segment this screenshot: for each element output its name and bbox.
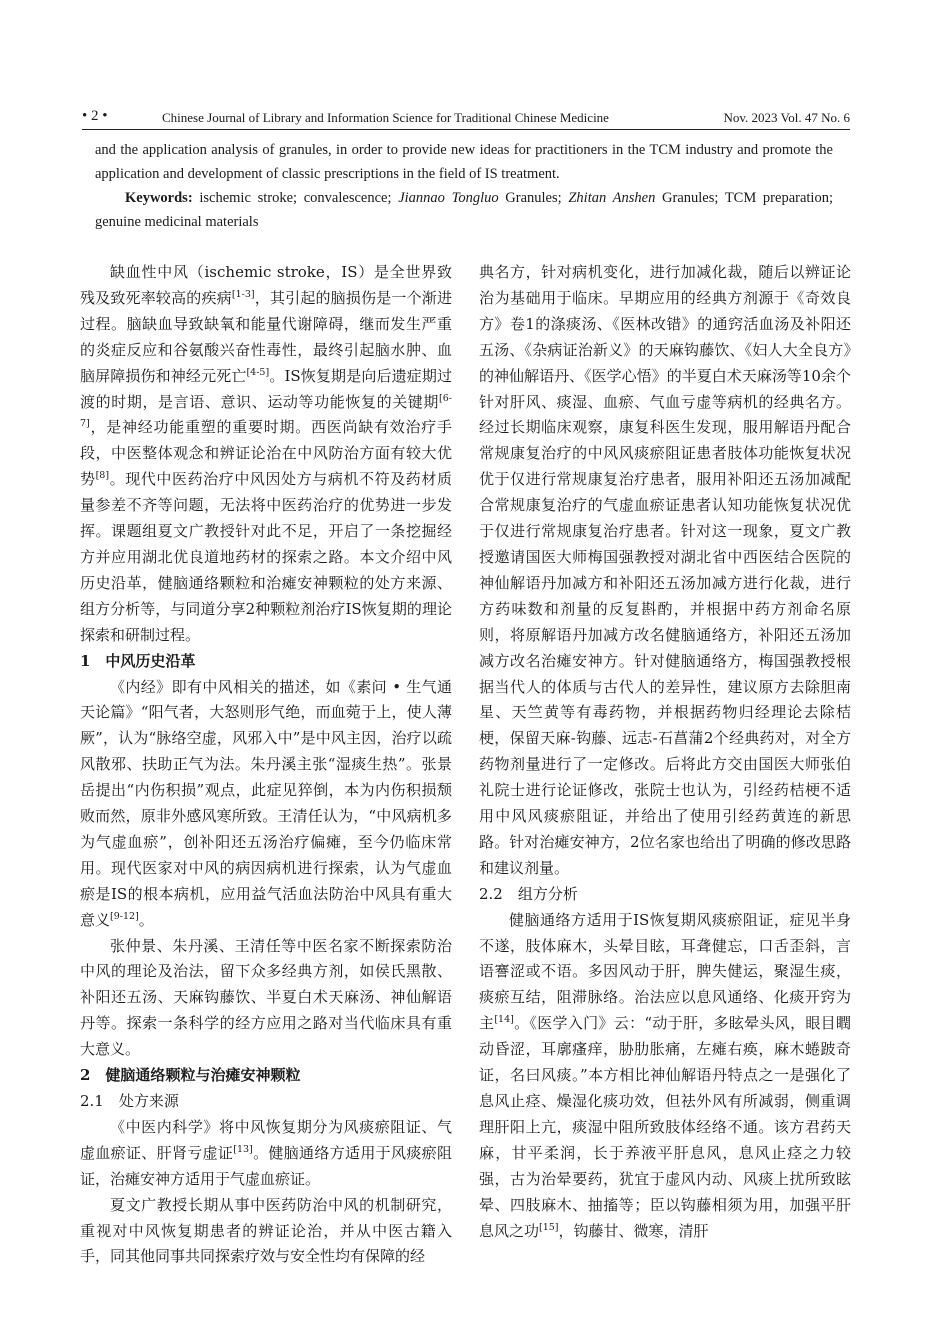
section-heading-1: 1 中风历史沿革	[80, 651, 196, 670]
keywords-label: Keywords:	[125, 190, 193, 206]
page-number: • 2 •	[82, 108, 108, 124]
section-heading-2: 2 健脑通络颗粒与治瘫安神颗粒	[80, 1066, 301, 1085]
subsection-heading-2-1: 2.1 处方来源	[80, 1092, 179, 1110]
right-column	[479, 260, 851, 1244]
left-column	[80, 260, 452, 1270]
paragraph: 《中医内科学》将中风恢复期分为风痰瘀阻证、气虚血瘀证、肝肾亏虚证[13]。健脑通络方适用于风痰瘀阻证，治瘫安神方适用于气虚血瘀证。	[80, 1117, 452, 1188]
keywords: Keywords: ischemic stroke; convalescence; Jiannao Tongluo Granules; Zhitan Anshen Granules; TCM preparation; genuine medicinal materials	[95, 190, 833, 230]
paragraph: 典名方，针对病机变化，进行加减化裁，随后以辨证论治为基础用于临床。早期应用的经典方剂源于《奇效良方》卷1的涤痰汤、《医林改错》的通窍活血汤及补阳还五汤、《杂病证治新义》的天麻钩藤饮、《妇人大全良方》的神仙解语丹、《医学心悟》的半夏白术天麻汤等10余个针对肝风、痰湿、血瘀、气血亏虚等病机的经典名方。经过长期临床观察，康复科医生发现，服用解语丹配合常规康复治疗的中风风痰瘀阻证患者肢体功能恢复状况优于仅进行常规康复治疗患者，服用补阳还五汤加减配合常规康复治疗的气虚血瘀证患者认知功能恢复状况优于仅进行常规康复治疗患者。针对这一现象，夏文广教授邀请国医大师梅国强教授对湖北省中西医结合医院的神仙解语丹加减方和补阳还五汤加减方进行化裁，进行方药味数和剂量的反复斟酌，并根据中药方剂命名原则，将原解语丹加减方改名健脑通络方，补阳还五汤加减方改名治瘫安神方。针对健脑通络方，梅国强教授根据当代人的体质与古代人的差异性，建议原方去除胆南星、天竺黄等有毒药物，并根据药物归经理论去除桔梗，保留天麻-钩藤、远志-石菖蒲2个经典药对，对全方药物剂量进行了一定修改。后将此方交由国医大师张伯礼院士进行论证修改，张院士也认为，引经药桔梗不适用中风风痰瘀阻证，并给出了使用引经药黄连的新思路。针对治瘫安神方，2位名家也给出了明确的修改思路和建议剂量。	[479, 263, 851, 877]
paragraph: 张仲景、朱丹溪、王清任等中医名家不断探索防治中风的理论及治法，留下众多经典方剂，如侯氏黑散、补阳还五汤、天麻钩藤饮、半夏白术天麻汤、神仙解语丹等。探索一条科学的经方应用之路对当代临床具有重大意义。	[80, 936, 452, 1059]
paragraph: 《内经》即有中风相关的描述，如《素问 • 生气通天论篇》“阳气者，大怒则形气绝，而血菀于上，使人薄厥”，认为“脉络空虚，风邪入中”是中风主因，治疗以疏风散邪、扶助正气为法。朱丹溪主张“湿痰生热”。张景岳提出“内伤积损”观点，此症见猝倒，本为内伤积损颓败而然，原非外感风寒所致。王清任认为，“中风病机多为气虚血瘀”，创补阳还五汤治疗偏瘫，至今仍临床常用。现代医家对中风的病因病机进行探索，认为气虚血瘀是IS的根本病机，应用益气活血法防治中风具有重大意义[9-12]。	[80, 677, 452, 929]
abstract-tail: and the application analysis of granules, in order to provide new ideas for practitioners in the TCM industry and promote the application and development of classic prescriptions in the field of IS treatment.	[95, 142, 833, 182]
intro-paragraph: 缺血性中风（ischemic stroke，IS）是全世界致残及致死率较高的疾病[1-3]，其引起的脑损伤是一个渐进过程。脑缺血导致缺氧和能量代谢障碍，继而发生严重的炎症反应和谷氨酸兴奋性毒性，最终引起脑水肿、血脑屏障损伤和神经元死亡[4-5]。IS恢复期是向后遗症期过渡的时期，是言语、意识、运动等功能恢复的关键期[6-7]，是神经功能重塑的重要时期。西医尚缺有效治疗手段，中医整体观念和辨证论治在中风防治方面有较大优势[8]。现代中医药治疗中风因处方与病机不符及药材质量参差不齐等问题，无法将中医药治疗的优势进一步发挥。课题组夏文广教授针对此不足，开启了一条挖掘经方并应用湖北优良道地药材的探索之路。本文介绍中风历史沿革，健脑通络颗粒和治瘫安神颗粒的处方来源、组方分析等，与同道分享2种颗粒剂治疗IS恢复期的理论探索和研制过程。	[80, 263, 452, 644]
running-header	[82, 105, 850, 130]
paragraph: 健脑通络方适用于IS恢复期风痰瘀阻证，症见半身不遂，肢体麻木，头晕目眩，耳聋健忘，口舌歪斜，言语謇涩或不语。多因风动于肝，脾失健运，聚湿生痰，痰瘀互结，阻滞脉络。治法应以息风通络、化痰开窍为主[14]。《医学入门》云：“动于肝，多眩晕头风，眼目瞤动昏涩，耳廓瘙痒，胁肋胀痛，左瘫右痪，麻木蜷跛奇证，名曰风痰。”本方相比神仙解语丹特点之一是强化了息风止痉、燥湿化痰功效，但祛外风有所减弱，侧重调理肝阳上亢，痰湿中阻所致肢体经络不通。该方君药天麻，甘平柔润，长于养液平肝息风，息风止痉之力较强，古为治晕要药，犹宜于虚风内动、风痰上扰所致眩晕、四肢麻木、抽搐等；臣以钩藤相须为用，加强平肝息风之功[15]，钩藤甘、微寒，清肝	[479, 910, 851, 1240]
paragraph: 夏文广教授长期从事中医药防治中风的机制研究，重视对中风恢复期患者的辨证论治，并从中医古籍入手，同其他同事共同探索疗效与安全性均有保障的经	[80, 1195, 452, 1266]
issue-info: Nov. 2023 Vol. 47 No. 6	[723, 110, 850, 125]
journal-title: Chinese Journal of Library and Information Science for Traditional Chinese Medicine	[162, 110, 609, 125]
subsection-heading-2-2: 2.2 组方分析	[479, 884, 578, 903]
